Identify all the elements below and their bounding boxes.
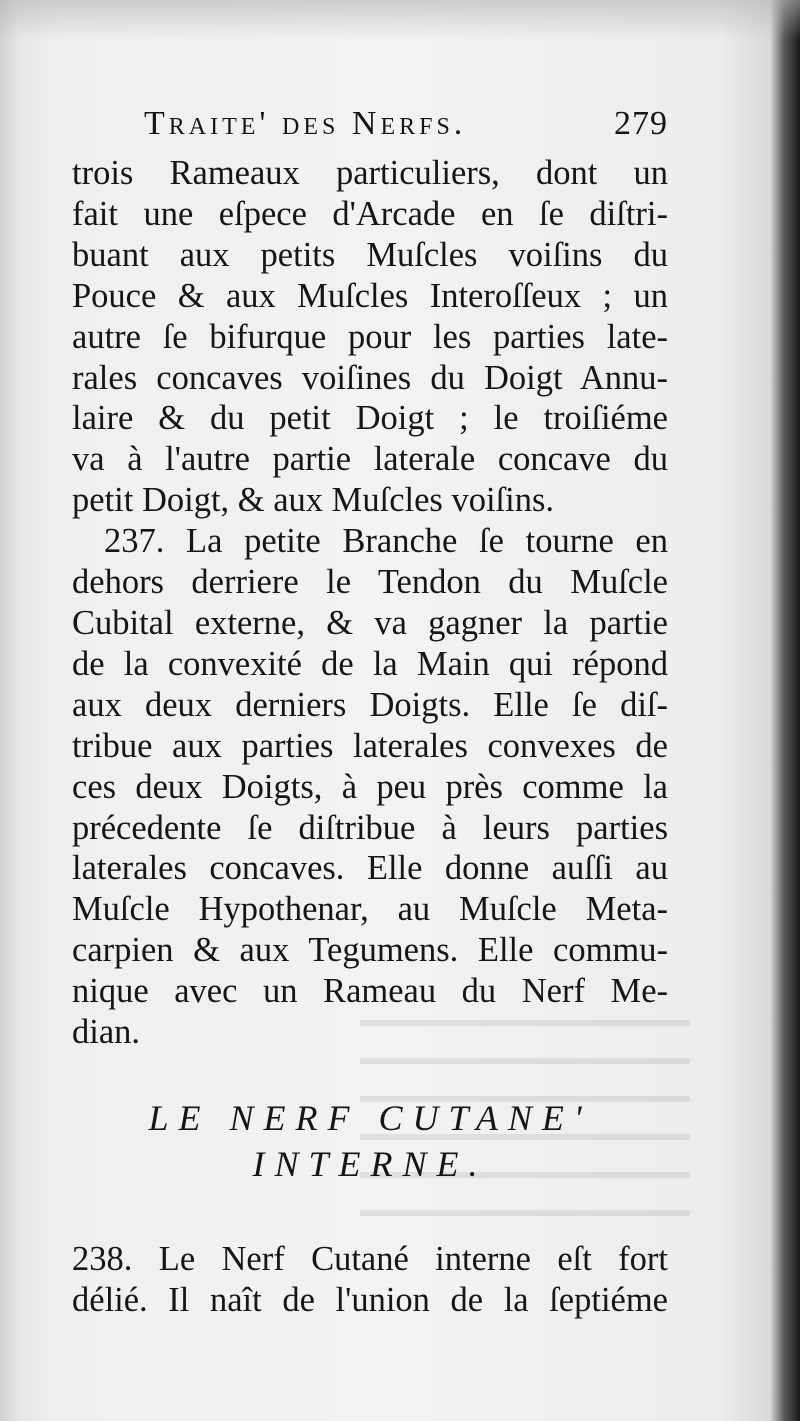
text-line: fait une eſpece d'Arcade en ſe diſtri-: [72, 194, 668, 233]
text-line: dian.: [72, 1013, 141, 1052]
text-line: buant aux petits Muſcles voiſins du: [72, 235, 668, 274]
text-line: nique avec un Rameau du Nerf Me-: [72, 972, 668, 1011]
page-number: 279: [614, 105, 668, 142]
text-line: laire & du petit Doigt ; le troiſiéme: [72, 399, 668, 438]
text-line: de la convexité de la Main qui répond: [72, 644, 668, 683]
page-text: [72, 105, 668, 1321]
text-line: petit Doigt, & aux Muſcles voiſins.: [72, 481, 555, 520]
text-line: carpien & aux Tegumens. Elle commu-: [72, 931, 668, 970]
text-line: Cubital externe, & va gagner la partie: [72, 603, 668, 642]
paragraph-237: [72, 521, 668, 1053]
text-line: tribue aux parties laterales convexes de: [72, 726, 668, 765]
text-line: Muſcle Hypothenar, au Muſcle Meta-: [72, 890, 668, 929]
section-heading-line: INTERNE.: [252, 1143, 488, 1184]
text-line: va à l'autre partie laterale concave du: [72, 440, 668, 479]
text-line: laterales concaves. Elle donne auſſi au: [72, 849, 668, 888]
text-line: Pouce & aux Muſcles Interoſſeux ; un: [72, 276, 668, 315]
section-heading: [72, 1095, 668, 1187]
page-shadow: [0, 0, 800, 40]
text-line: 237. La petite Branche ſe tourne en: [104, 522, 668, 561]
text-line: autre ſe bifurque pour les parties late-: [72, 317, 668, 356]
text-line: rales concaves voiſines du Doigt Annu-: [72, 358, 668, 397]
paragraph-238: [72, 1239, 668, 1321]
paragraph-continued: [72, 153, 668, 521]
text-line: ces deux Doigts, à peu près comme la: [72, 767, 668, 806]
text-line: dehors derriere le Tendon du Muſcle: [72, 563, 668, 602]
text-line: précedente ſe diſtribue à leurs parties: [72, 808, 668, 847]
text-line: aux deux derniers Doigts. Elle ſe diſ-: [72, 685, 668, 724]
section-heading-line: LE NERF CUTANE': [148, 1097, 592, 1138]
text-line: 238. Le Nerf Cutané interne eſt fort: [72, 1239, 668, 1278]
running-title: Traite' des Nerfs.: [144, 105, 467, 142]
running-head: [72, 105, 668, 153]
text-line: trois Rameaux particuliers, dont un: [72, 154, 668, 192]
text-line: délié. Il naît de l'union de la ſeptiéme: [72, 1280, 668, 1319]
